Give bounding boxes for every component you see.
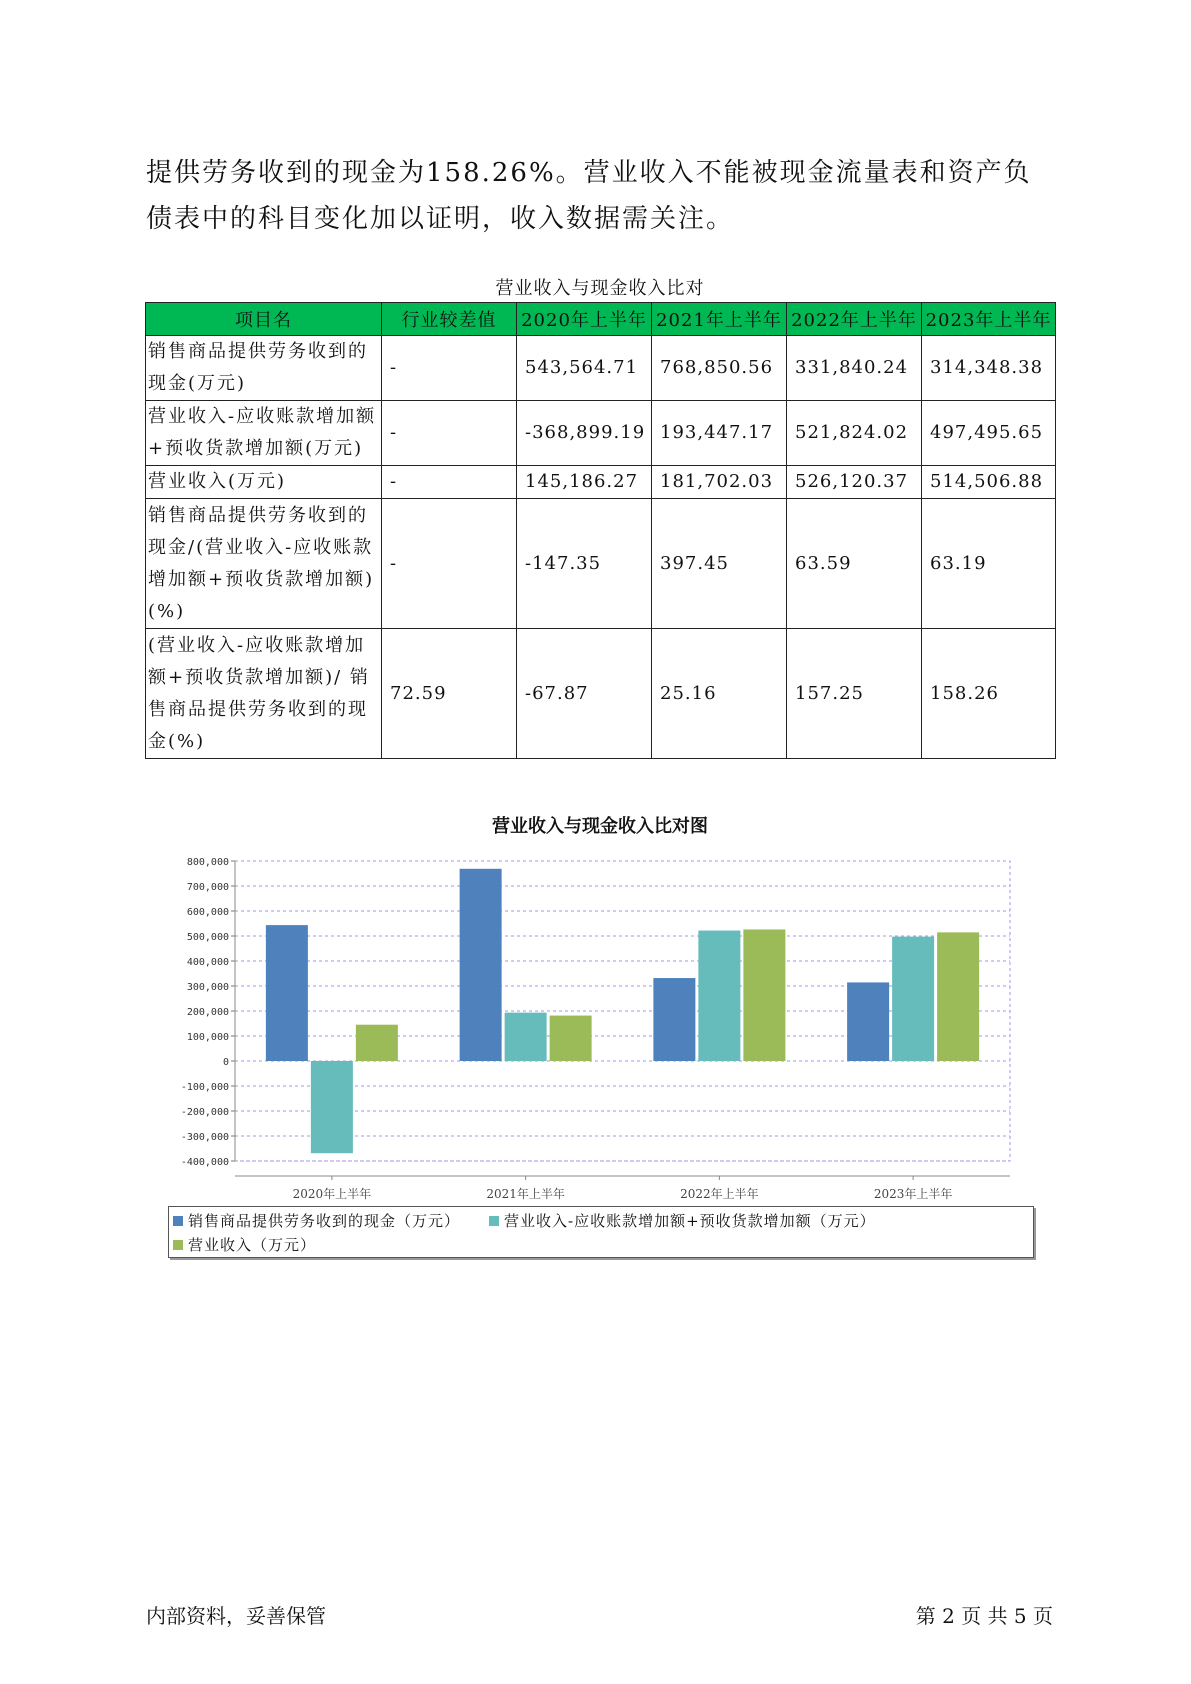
bar-1: [266, 925, 308, 1061]
y-tick-label: 300,000: [186, 982, 229, 993]
y-tick-label: 800,000: [186, 857, 229, 868]
cell-2020h1: -368,899.19: [517, 401, 652, 466]
bar-3: [550, 1016, 592, 1061]
cell-2021h1: 397.45: [652, 499, 787, 629]
y-tick-label: -100,000: [180, 1082, 229, 1093]
bar-1: [847, 982, 889, 1061]
y-tick-label: -400,000: [180, 1157, 229, 1168]
cell-2020h1: 543,564.71: [517, 336, 652, 401]
cell-industry-diff: -: [382, 401, 517, 466]
cell-industry-diff: -: [382, 466, 517, 499]
row-name: 营业收入-应收账款增加额+预收货款增加额(万元): [146, 401, 382, 466]
bar-2: [311, 1061, 353, 1153]
legend-label: 销售商品提供劳务收到的现金（万元）: [188, 1212, 461, 1230]
chart-legend: [168, 1206, 1034, 1258]
body-paragraph: 提供劳务收到的现金为158.26%。营业收入不能被现金流量表和资产负债表中的科目变化加以证明，收入数据需关注。: [146, 158, 1032, 234]
y-tick-label: 0: [222, 1057, 229, 1068]
cell-2022h1: 526,120.37: [787, 466, 922, 499]
y-tick-label: -300,000: [180, 1132, 229, 1143]
bar-1: [653, 978, 695, 1061]
table-row: [146, 401, 1056, 466]
table-row: [146, 336, 1056, 401]
bar-2: [698, 931, 740, 1061]
legend-label: 营业收入-应收账款增加额+预收货款增加额（万元）: [504, 1212, 876, 1230]
header-industry-diff: 行业较差值: [382, 303, 517, 336]
y-tick-label: -200,000: [180, 1107, 229, 1118]
cell-industry-diff: -: [382, 336, 517, 401]
table-row: [146, 629, 1056, 759]
legend-item-adjusted-revenue: [489, 1210, 876, 1231]
header-2021h1: 2021年上半年: [652, 303, 787, 336]
cell-2022h1: 157.25: [787, 629, 922, 759]
cell-2020h1: -147.35: [517, 499, 652, 629]
y-tick-label: 700,000: [186, 882, 229, 893]
table-caption: 营业收入与现金收入比对: [495, 278, 705, 299]
legend-item-revenue: [173, 1234, 316, 1255]
footer-page-number: 第 2 页 共 5 页: [915, 1604, 1053, 1628]
bar-2: [505, 1013, 547, 1061]
cell-2021h1: 193,447.17: [652, 401, 787, 466]
row-name: (营业收入-应收账款增加额+预收货款增加额)/ 销售商品提供劳务收到的现金(%): [146, 629, 382, 759]
cell-2022h1: 331,840.24: [787, 336, 922, 401]
cell-2021h1: 181,702.03: [652, 466, 787, 499]
cell-2023h1: 314,348.38: [922, 336, 1056, 401]
y-tick-label: 200,000: [186, 1007, 229, 1018]
footer-confidential: 内部资料，妥善保管: [146, 1604, 326, 1628]
y-tick-label: 500,000: [186, 932, 229, 943]
y-tick-label: 100,000: [186, 1032, 229, 1043]
row-name: 销售商品提供劳务收到的现金(万元): [146, 336, 382, 401]
header-2022h1: 2022年上半年: [787, 303, 922, 336]
cell-2020h1: 145,186.27: [517, 466, 652, 499]
header-2023h1: 2023年上半年: [922, 303, 1056, 336]
cell-2021h1: 768,850.56: [652, 336, 787, 401]
header-2020h1: 2020年上半年: [517, 303, 652, 336]
cell-2021h1: 25.16: [652, 629, 787, 759]
legend-swatch: [173, 1216, 183, 1226]
bar-3: [937, 932, 979, 1061]
x-tick-label: 2022年上半年: [680, 1187, 759, 1201]
table-row: [146, 499, 1056, 629]
y-tick-label: 400,000: [186, 957, 229, 968]
x-tick-label: 2020年上半年: [292, 1187, 372, 1201]
chart-title: 营业收入与现金收入比对图: [492, 816, 708, 837]
cell-2022h1: 521,824.02: [787, 401, 922, 466]
cell-2023h1: 497,495.65: [922, 401, 1056, 466]
x-tick-label: 2023年上半年: [873, 1187, 953, 1201]
bar-3: [356, 1025, 398, 1061]
header-item-name: 项目名: [146, 303, 382, 336]
cell-2023h1: 63.19: [922, 499, 1056, 629]
x-tick-label: 2021年上半年: [486, 1187, 565, 1201]
bar-chart: [160, 848, 1020, 1201]
cell-2020h1: -67.87: [517, 629, 652, 759]
cell-industry-diff: -: [382, 499, 517, 629]
bar-1: [460, 869, 502, 1061]
row-name: 营业收入(万元): [146, 466, 382, 499]
comparison-table: [145, 302, 1056, 759]
cell-2022h1: 63.59: [787, 499, 922, 629]
table-header-row: [146, 303, 1056, 336]
cell-industry-diff: 72.59: [382, 629, 517, 759]
legend-swatch: [489, 1216, 499, 1226]
legend-label: 营业收入（万元）: [188, 1236, 317, 1254]
legend-item-cash: [173, 1210, 460, 1231]
table-row: [146, 466, 1056, 499]
bar-3: [743, 929, 785, 1061]
cell-2023h1: 158.26: [922, 629, 1056, 759]
cell-2023h1: 514,506.88: [922, 466, 1056, 499]
y-tick-label: 600,000: [186, 907, 229, 918]
row-name: 销售商品提供劳务收到的现金/(营业收入-应收账款增加额+预收货款增加额)(%): [146, 499, 382, 629]
bar-2: [892, 937, 934, 1061]
legend-swatch: [173, 1240, 183, 1250]
